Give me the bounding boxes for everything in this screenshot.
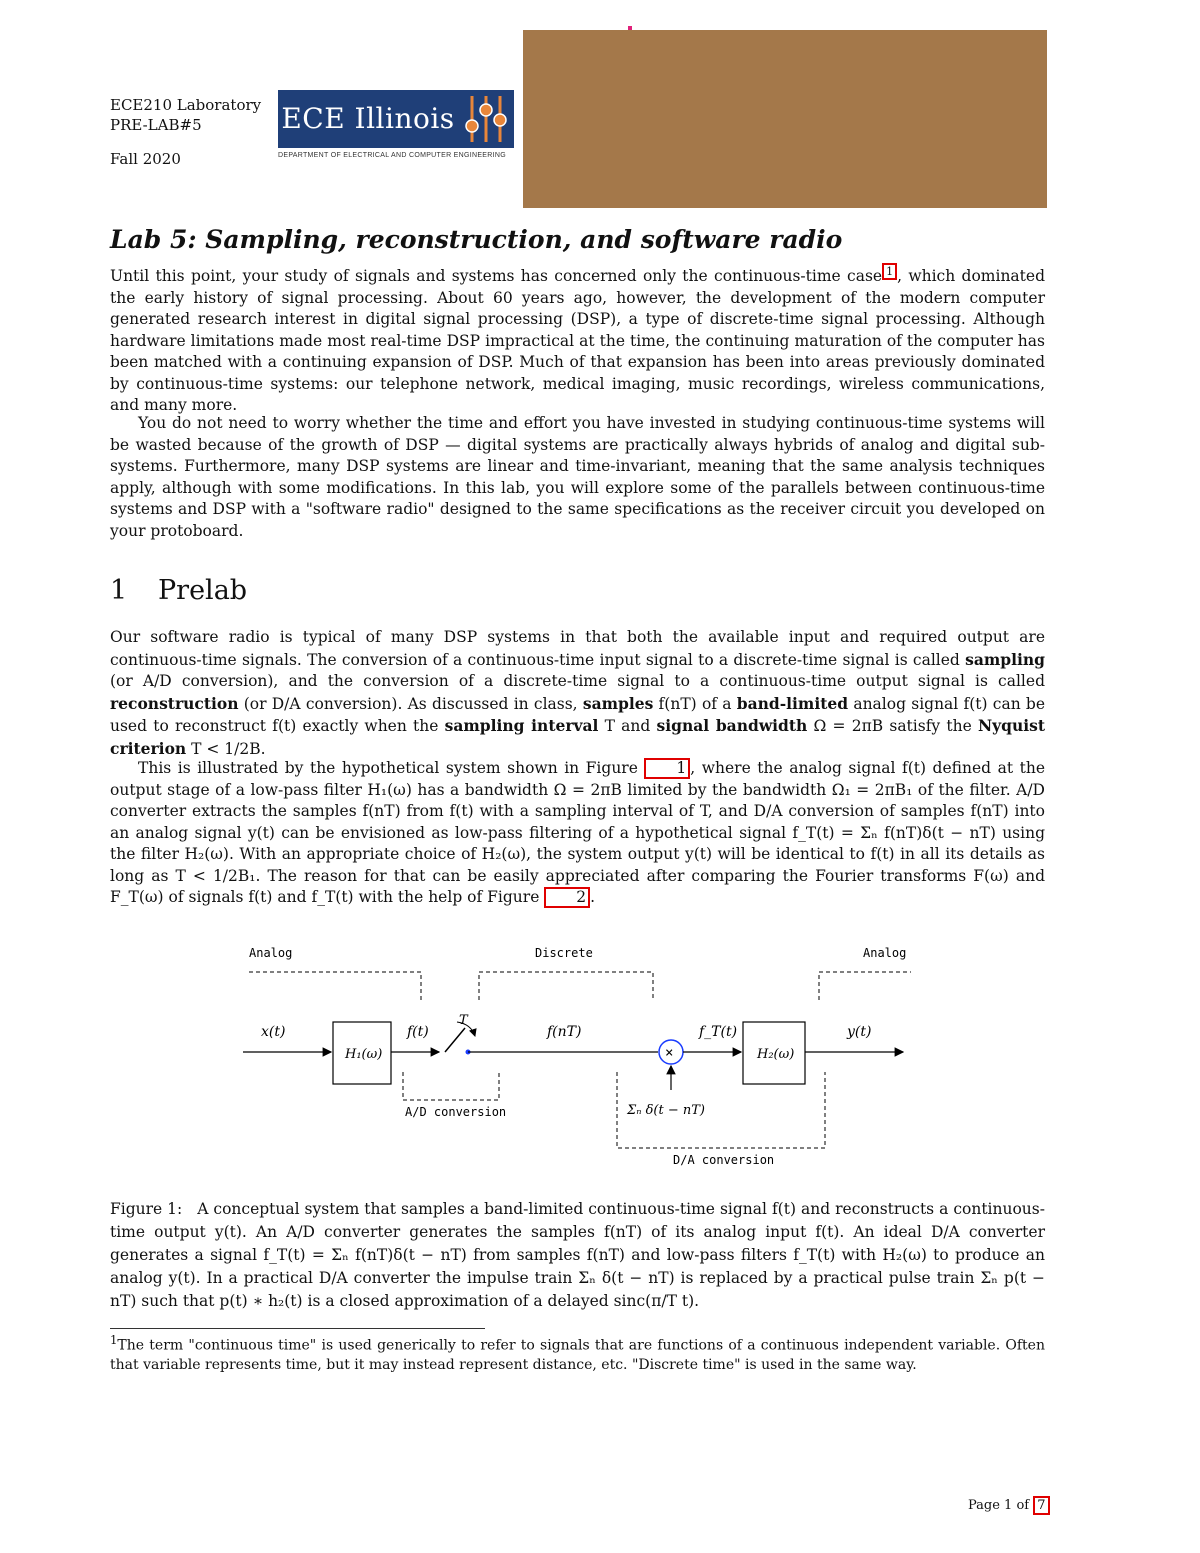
prelab-p1-a: Our software radio is typical of many DSP systems in that both the available input and required output are continuous-time signals. The conversion of a continuous-time input signal to a discrete-time signal is called (110, 628, 1045, 669)
prelab-p1-b: (or A/D conversion), and the conversion of a discrete-time signal to a continuous-time output signal is called (110, 672, 1045, 690)
filter-h1-label: H₁(ω) (345, 1047, 383, 1062)
term-sampling-interval: sampling interval (444, 716, 599, 735)
prelab-p1-e: analog signal f(t) can be used to reconstruct f(t) exactly when the (110, 694, 1046, 735)
term-nyquist-criterion: Nyquist criterion (110, 716, 1046, 758)
page-title: Lab 5: Sampling, reconstruction, and software radio (110, 225, 843, 254)
label-ad-conversion: A/D conversion (405, 1105, 507, 1119)
signal-x-t: x(t) (261, 1024, 286, 1040)
prelab-p1-g: Ω = 2πB satisfy the (807, 717, 978, 735)
figure-ref-1[interactable]: 1 (644, 758, 690, 779)
course-name: ECE210 Laboratory (110, 96, 262, 114)
page-total-link[interactable]: 7 (1033, 1496, 1049, 1515)
signal-fT-t: f_T(t) (699, 1024, 738, 1040)
intro-paragraph-2: You do not need to worry whether the time and effort you have invested in studying continuous-time systems will be wasted because of the growth of DSP — digital systems are practically always hybrids of analog and digital sub-systems. Furthermore, many DSP systems are linear and time-invariant, meaning that the same analysis techniques apply, although with some modifications. In this lab, you will explore some of the parallels between continuous-time systems and DSP with a "software radio" designed to the same specifications as the receiver circuit you developed on your protoboard. (110, 414, 1045, 540)
page-prefix: Page 1 of (968, 1498, 1030, 1513)
signal-y-t: y(t) (847, 1024, 872, 1040)
prelab-p2-b: , where the analog signal f(t) defined at the output stage of a low-pass filter H₁(ω) has a bandwidth Ω = 2πB limited by the bandwidth Ω₁ = 2πB₁ of the filter. A/D converter extracts the samples f(nT) from f(t) with a sampling interval of T, and D/A conversion of samples f(nT) into an analog signal y(t) can be envisioned as low-pass filtering of a hypothetical signal f_T(t) = Σₙ f(nT)δ(t − nT) using the filter H₂(ω). With an appropriate choice of H₂(ω), the system output y(t) will be identical to f(t) in all its details as long as T < 1/2B₁. The reason for that can be easily appreciated after comparing the Fourier transforms F(ω) and F_T(ω) of signals f(t) and f_T(t) with the help of Figure (110, 759, 1045, 906)
prelab-paragraph-2 (110, 758, 1045, 909)
figure-1-diagram (235, 940, 935, 1184)
filter-h2-label: H₂(ω) (757, 1047, 795, 1062)
prelab-number: PRE-LAB#5 (110, 116, 202, 134)
section-title: Prelab (158, 575, 248, 606)
term-reconstruction: reconstruction (110, 693, 239, 713)
prelab-p2-c: . (590, 888, 596, 906)
term-samples: samples (582, 693, 654, 713)
prelab-p1-h: T < 1/2B. (186, 739, 266, 758)
term-signal-bandwidth: signal bandwidth (656, 716, 808, 735)
section-number: 1 (110, 575, 128, 606)
prelab-paragraph-1 (110, 627, 1045, 760)
signal-f-nT: f(nT) (547, 1024, 582, 1040)
domain-brackets (249, 972, 911, 1000)
footnote-text: The term "continuous time" is used generically to refer to signals that are functions of a continuous independent variable. Often that variable represents time, but it may instead represent distance, etc. "Discrete time" is used in the same way. (110, 1337, 1045, 1373)
intro-paragraph-1 (110, 263, 1045, 417)
prelab-p1-d: f(nT) of a (653, 694, 737, 713)
prelab-p2-a: This is illustrated by the hypothetical system shown in Figure (138, 759, 645, 777)
logo-text: ECE Illinois (278, 90, 458, 148)
switch-T: T (459, 1013, 468, 1028)
intro-p1-text-b: , which dominated the early history of signal processing. About 60 years ago, however, the development of the modern computer generated research interest in digital signal processing (DSP), a type of discrete-time signal processing. Although hardware limitations made most real-time DSP impractical at the time, the continuing maturation of the computer has been matched with a continuing expansion of DSP. Much of that expansion has been into areas previously dominated by continuous-time systems: our telephone network, medical imaging, music recordings, wireless communications, and many more. (110, 267, 1045, 415)
intro-p1-text-a: Until this point, your study of signals and systems has concerned only the continuous-time case (110, 267, 883, 286)
term-sampling: sampling (965, 649, 1045, 669)
term: Fall 2020 (110, 150, 181, 168)
section-heading (110, 575, 247, 606)
label-analog-right: Analog (863, 946, 907, 960)
signal-f-t: f(t) (407, 1024, 429, 1040)
logo-circuit-icon (458, 90, 514, 148)
label-da-conversion: D/A conversion (673, 1153, 775, 1167)
page-number (968, 1496, 1050, 1515)
prelab-p1-f: T and (598, 717, 657, 735)
footnote (110, 1331, 1045, 1375)
footnote-number: 1 (110, 1333, 118, 1347)
term-band-limited: band-limited (736, 693, 849, 713)
sampling-switch (445, 1028, 465, 1052)
impulse-train: Σₙ δ(t − nT) (627, 1103, 705, 1118)
header-image-placeholder (523, 30, 1047, 208)
ece-illinois-logo (278, 90, 518, 166)
multiplier-symbol: × (665, 1045, 674, 1061)
figure-ref-2[interactable]: 2 (544, 887, 590, 908)
prelab-p1-c: (or D/A conversion). As discussed in class, (238, 694, 583, 713)
footnote-ref-1[interactable]: 1 (882, 263, 897, 280)
logo-department: DEPARTMENT OF ELECTRICAL AND COMPUTER ENGINEERING (278, 152, 506, 159)
figure-1-caption (110, 1198, 1045, 1313)
label-analog-left: Analog (249, 946, 293, 960)
footnote-divider (110, 1328, 485, 1329)
caption-text: A conceptual system that samples a band-limited continuous-time signal f(t) and reconstructs a continuous-time output y(t). An A/D converter generates the samples f(nT) of its analog input f(t). An ideal D/A converter generates a signal f_T(t) = Σₙ f(nT)δ(t − nT) from samples f(nT) and low-pass filters f_T(t) with H₂(ω) to produce an analog y(t). In a practical D/A converter the impulse train Σₙ δ(t − nT) is replaced by a practical pulse train Σₙ p(t − nT) such that p(t) ∗ h₂(t) is a closed approximation of a delayed sinc(π/T t). (110, 1200, 1045, 1310)
caption-label: Figure 1: (110, 1200, 183, 1218)
label-discrete: Discrete (535, 946, 593, 960)
header-info (110, 95, 261, 169)
